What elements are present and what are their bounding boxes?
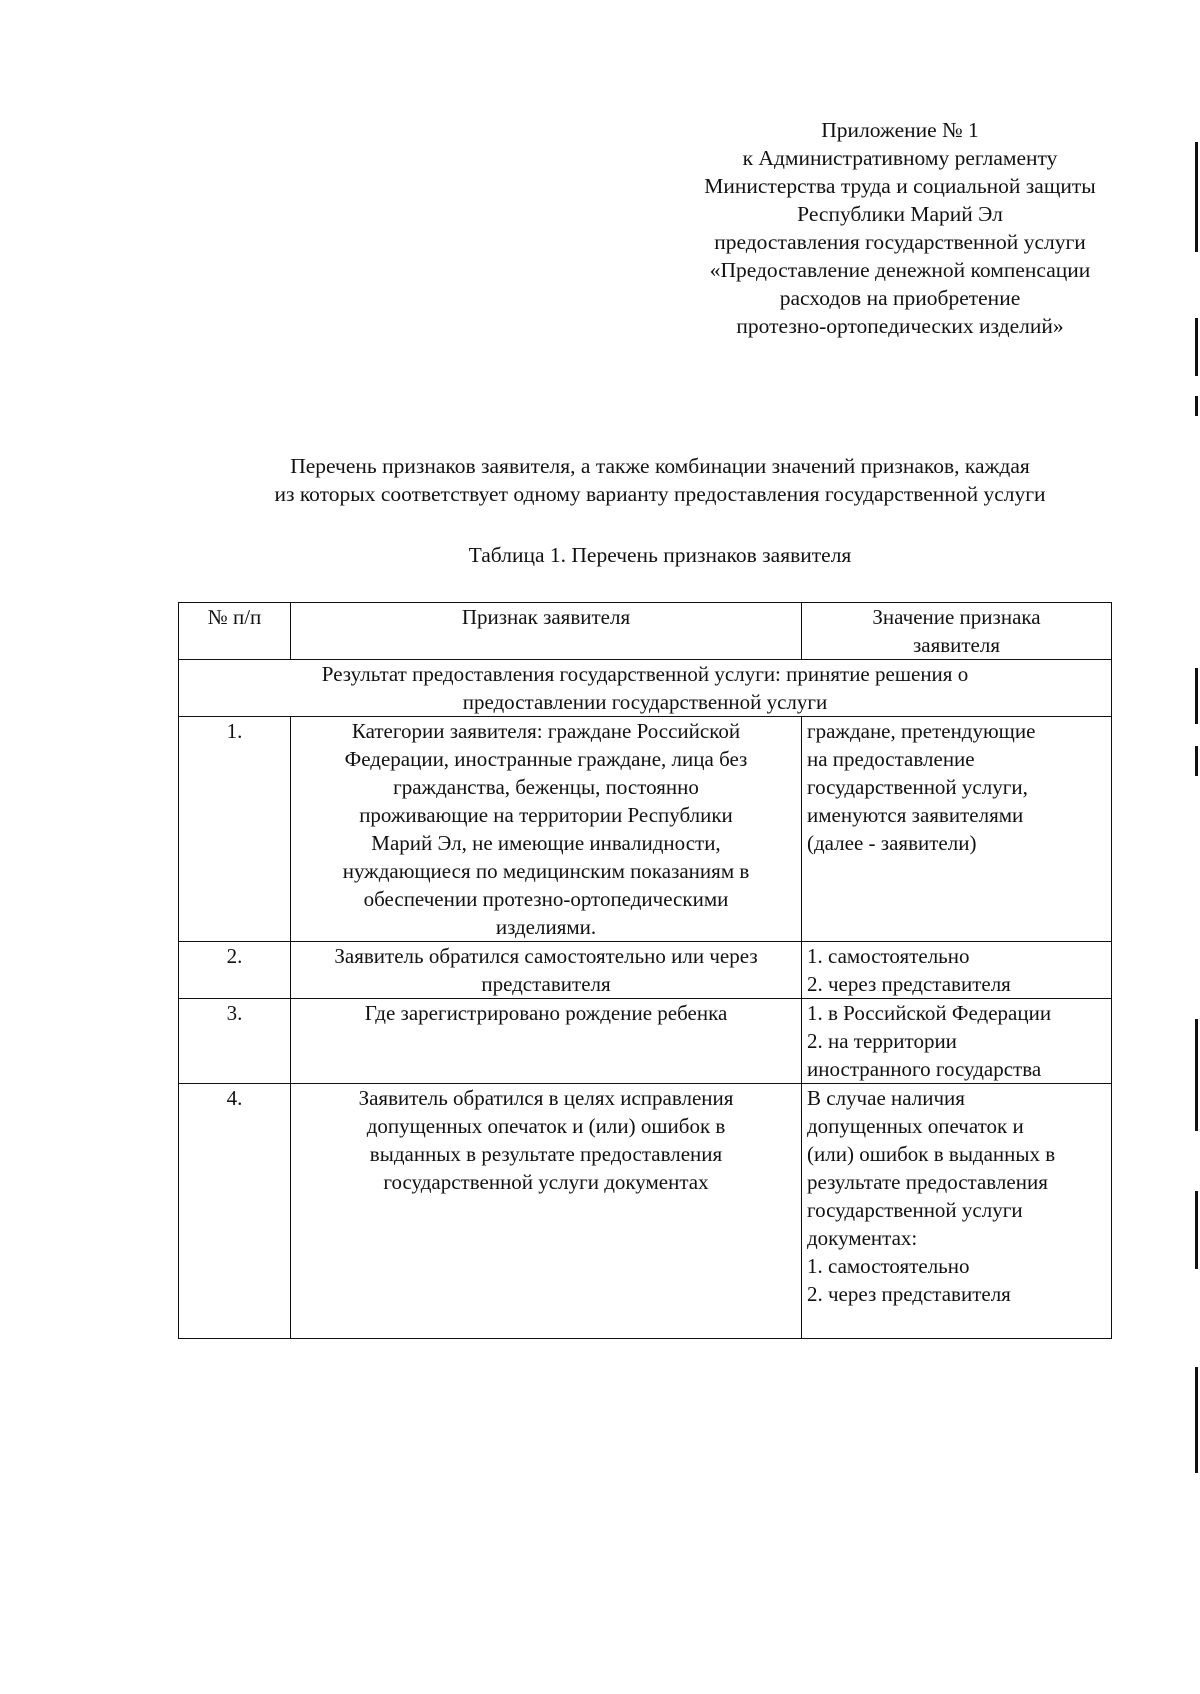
value-line: результате предоставления [807, 1170, 1048, 1194]
appendix-line: «Предоставление денежной компенсации [709, 258, 1091, 282]
row-num: 1. [179, 717, 291, 942]
table-header-row [179, 603, 1112, 660]
appendix-line: протезно-ортопедических изделий» [736, 314, 1064, 338]
row-value [802, 942, 1112, 999]
header-value-line: Значение признака [872, 605, 1041, 629]
value-line: именуются заявителями [807, 803, 1024, 827]
value-line: 1. самостоятельно [807, 1254, 970, 1278]
sign-line: представителя [481, 972, 611, 996]
scan-edge-mark [1195, 1367, 1198, 1473]
value-line: граждане, претендующие [807, 719, 1036, 743]
table-row [179, 1084, 1112, 1339]
scan-edge-mark [1195, 396, 1198, 416]
sign-line: Федерации, иностранные граждане, лица без [344, 747, 748, 771]
sign-line: Заявитель обратился в целях исправления [358, 1086, 734, 1110]
row-value [802, 999, 1112, 1084]
value-line: 1. в Российской Федерации [807, 1001, 1052, 1025]
sign-line: обеспечении протезно-ортопедическими [363, 887, 729, 911]
value-line: 2. на территории [807, 1029, 957, 1053]
row-sign [291, 717, 802, 942]
value-line: документах: [807, 1226, 918, 1250]
value-line: 1. самостоятельно [807, 944, 970, 968]
scan-edge-mark [1195, 1019, 1198, 1131]
scan-edge-mark [1195, 318, 1198, 376]
table-row [179, 942, 1112, 999]
row-value [802, 717, 1112, 942]
sign-line: выданных в результате предоставления [369, 1142, 723, 1166]
row-sign [291, 942, 802, 999]
appendix-line: к Административному регламенту [742, 146, 1058, 170]
value-line: государственной услуги [807, 1198, 1023, 1222]
sign-line: Заявитель обратился самостоятельно или через [334, 944, 758, 968]
value-line: допущенных опечаток и [807, 1114, 1024, 1138]
scan-edge-mark [1195, 668, 1198, 724]
scan-edge-mark [1195, 142, 1198, 252]
sign-line: гражданства, беженцы, постоянно [393, 775, 699, 799]
table-row [179, 717, 1112, 942]
value-line: иностранного государства [807, 1057, 1042, 1081]
heading-line: Перечень признаков заявителя, а также комбинации значений признаков, каждая [290, 454, 1030, 478]
value-line: государственной услуги, [807, 775, 1028, 799]
table-row [179, 999, 1112, 1084]
sign-line: нуждающиеся по медицинским показаниям в [342, 859, 750, 883]
row-num: 3. [179, 999, 291, 1084]
sign-line: Где зарегистрировано рождение ребенка [364, 1001, 728, 1025]
scan-edge-mark [1195, 1191, 1198, 1269]
value-line: (или) ошибок в выданных в [807, 1142, 1056, 1166]
appendix-block [640, 116, 1160, 340]
appendix-line: расходов на приобретение [779, 286, 1021, 310]
result-line: предоставлении государственной услуги [462, 690, 828, 714]
value-line: на предоставление [807, 747, 975, 771]
applicant-signs-table [178, 602, 1112, 1339]
header-value [802, 603, 1112, 660]
table-caption: Таблица 1. Перечень признаков заявителя [468, 543, 852, 567]
appendix-line: предоставления государственной услуги [714, 230, 1086, 254]
value-line: В случае наличия [807, 1086, 965, 1110]
sign-line: Марий Эл, не имеющие инвалидности, [371, 831, 721, 855]
result-line: Результат предоставления государственной услуги: принятие решения о [321, 662, 969, 686]
row-num: 2. [179, 942, 291, 999]
appendix-line: Приложение № 1 [821, 118, 979, 142]
header-value-line: заявителя [912, 633, 1001, 657]
value-line: 2. через представителя [807, 1282, 1011, 1306]
value-line: 2. через представителя [807, 972, 1011, 996]
document-heading [200, 452, 1120, 508]
scan-edge-mark [1195, 746, 1198, 776]
sign-line: изделиями. [495, 915, 597, 939]
sign-line: проживающие на территории Республики [359, 803, 733, 827]
header-sign: Признак заявителя [291, 603, 802, 660]
sign-line: допущенных опечаток и (или) ошибок в [366, 1114, 726, 1138]
sign-line: государственной услуги документах [383, 1170, 709, 1194]
row-num: 4. [179, 1084, 291, 1339]
header-num: № п/п [179, 603, 291, 660]
heading-line: из которых соответствует одному варианту предоставления государственной услуги [274, 482, 1046, 506]
row-sign [291, 999, 802, 1084]
appendix-line: Республики Марий Эл [797, 202, 1003, 226]
appendix-line: Министерства труда и социальной защиты [704, 174, 1096, 198]
sign-line: Категории заявителя: граждане Российской [351, 719, 741, 743]
result-row [179, 660, 1112, 717]
value-line: (далее - заявители) [807, 831, 977, 855]
result-cell [179, 660, 1112, 717]
row-sign [291, 1084, 802, 1339]
row-value [802, 1084, 1112, 1339]
